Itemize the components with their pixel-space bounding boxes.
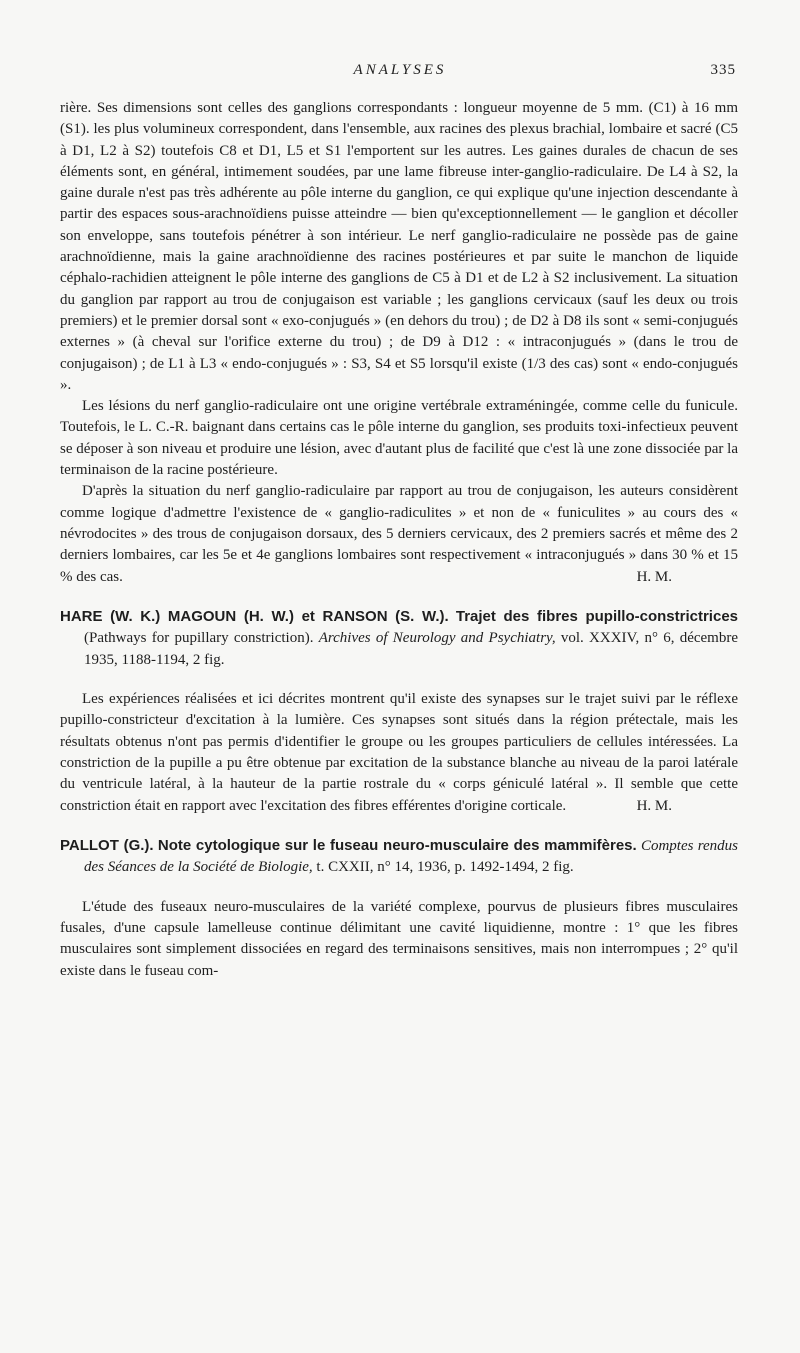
paragraph: Les lésions du nerf ganglio-radiculaire ont une origine vertébrale extraméningée, comme celle du funicule. Toutefois, le L. C.-R. baignant dans certains cas le pôle interne du ganglion, ses produits toxi-infectieux peuvent se déposer à son niveau et produire une lésion, avec d'autant plus de facilité que c'est là une zone dissociée par la terminaison de la racine postérieure. — [60, 398, 738, 479]
signature: H. M. — [636, 568, 672, 585]
entry-header-pallot — [60, 835, 738, 879]
entry-citation: vol. XXXIV, n° 6, décembre 1935, 1188-1194, 2 fig. — [84, 630, 738, 668]
entry-citation: t. CXXII, n° 14, 1936, p. 1492-1494, 2 fig. — [316, 859, 574, 876]
page-number: 335 — [710, 62, 736, 78]
entry-translation: (Pathways for pupillary constriction). — [84, 630, 314, 647]
page-body — [60, 98, 738, 982]
entry-authors: PALLOT (G.). — [60, 837, 154, 855]
entry-authors: HARE (W. K.) MAGOUN (H. W.) et RANSON (S. W.). — [60, 608, 449, 626]
paragraph: D'après la situation du nerf ganglio-radiculaire par rapport au trou de conjugaison, les auteurs considèrent comme logique d'admettre l'existence de « ganglio-radiculites » et non de « funiculites » au cours des « névrodocites » des trous de conjugaison dorsaux, des 5 derniers cervicaux, des 2 premiers sacrés et même des 2 derniers lombaires, car les 5e et 4e ganglions lombaires sont respectivement « intraconjugués » dans 30 % et 15 % des cas. — [60, 483, 738, 585]
running-header — [0, 62, 800, 84]
signature: H. M. — [636, 797, 672, 814]
running-title: ANALYSES — [353, 62, 447, 78]
entry-title: Trajet des fibres pupillo-constrictrices — [455, 608, 739, 626]
entry-header-hare — [60, 606, 738, 671]
paragraph-continued: rière. Ses dimensions sont celles des ganglions correspondants : longueur moyenne de 5 mm. (C1) à 16 mm (S1). les plus volumineux correspondent, dans l'ensemble, aux racines des plexus brachial, lombaire et sacré (C5 à D1, L2 à S2) toutefois C8 et D1, L5 et S1 l'emportent sur les autres. Les gaines durales de chacun de ses éléments sont, en général, intimement soudées, par une lame fibreuse inter-ganglio-radiculaire. De L4 à S2, la gaine durale n'est pas très adhérente au pôle interne du ganglion, ce qui explique qu'une injection descendante à partir des espaces sous-arachnoïdiens puisse atteindre — bien qu'exceptionnellement — le ganglion et décoller son enveloppe, sans toutefois pénétrer à son intérieur. Le nerf ganglio-radiculaire ne possède pas de gaine arachnoïdienne, mais la gaine arachnoïdienne des racines postérieures et par suite le manchon de liquide céphalo-rachidien atteignent le pôle interne des ganglions de C5 à D1 et de L2 à S2 inclusivement. La situation du ganglion par rapport au trou de conjugaison est variable ; les ganglions cervicaux (sauf les deux ou trois premiers) et le premier dorsal sont « exo-conjugués » (en dehors du trou) ; de D2 à D8 ils sont « semi-conjugués externes » (à cheval sur l'orifice externe du trou) ; de D9 à D12 : « intraconjugués » (dans le trou de conjugaison) ; de L1 à L3 « endo-conjugués » : S3, S4 et S5 lorsqu'il existe (1/3 des cas) sont « endo-conjugués ». — [60, 100, 738, 393]
entry-title: Note cytologique sur le fuseau neuro-musculaire des mammifères. — [157, 837, 637, 855]
entry-journal: Comptes rendus des Séances de la Société de Biologie, — [84, 838, 739, 876]
paragraph: Les expériences réalisées et ici décrites montrent qu'il existe des synapses sur le trajet suivi par le réflexe pupillo-constricteur d'excitation à la lumière. Ces synapses sont situés dans la région prétectale, mais les résultats obtenus n'ont pas permis d'identifier le groupe ou les groupes particuliers de cellules intéressées. La constriction de la pupille a pu être obtenue par excitation de la substance blanche au niveau de la paroi latérale du ventricule latéral, à la hauteur de la partie rostrale du « corps géniculé latéral ». Il semble que cette constriction était en rapport avec l'excitation des fibres efférentes d'origine corticale. — [60, 691, 738, 814]
entry-journal: Archives of Neurology and Psychiatry, — [318, 630, 556, 647]
paragraph: L'étude des fuseaux neuro-musculaires de la variété complexe, pourvus de plusieurs fibres musculaires fusales, d'une capsule lamelleuse continue délimitant une cavité liquidienne, montre : 1° que les fibres musculaires sont simplement dissociées en regard des terminaisons sensitives, mais non interrompues ; 2° qu'il existe dans le fuseau com- — [60, 898, 738, 979]
